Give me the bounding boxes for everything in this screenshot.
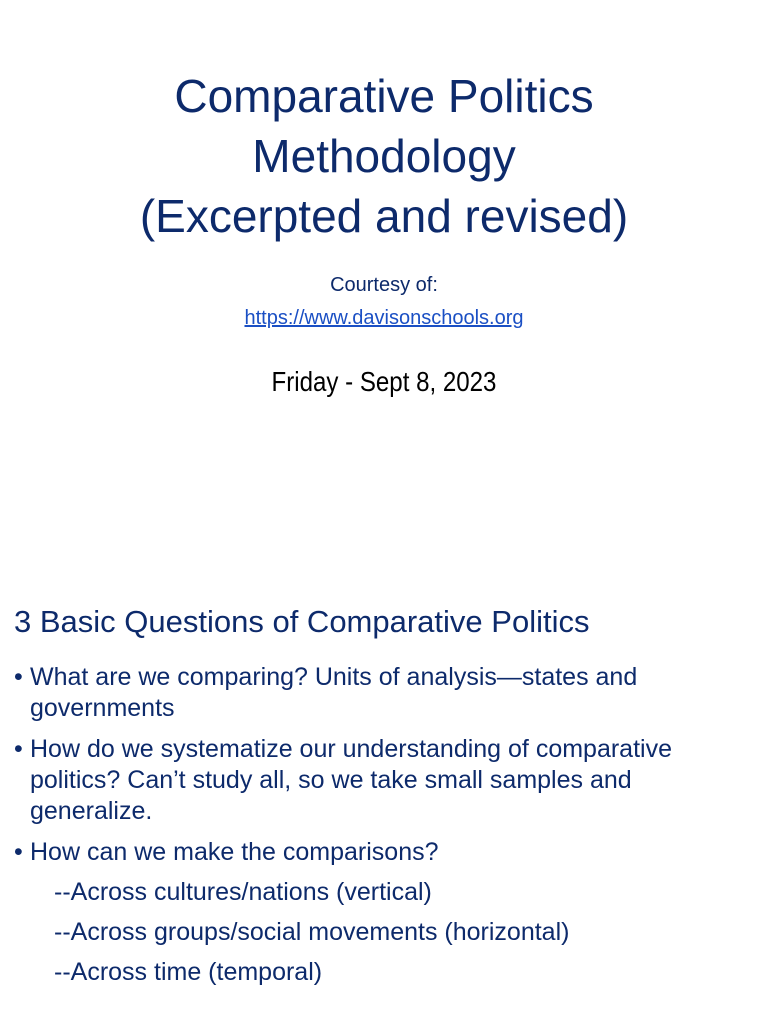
courtesy-link-wrapper xyxy=(0,305,768,331)
bullet-item xyxy=(14,837,754,988)
sub-item: --Across time (temporal) xyxy=(54,958,323,986)
bullet-list xyxy=(14,662,754,998)
slide-heading: 3 Basic Questions of Comparative Politics xyxy=(14,604,590,639)
bullet-text: How can we make the comparisons? xyxy=(30,838,439,866)
title-line: (Excerpted and revised) xyxy=(139,190,629,242)
bullet-dot-icon: • xyxy=(14,735,23,763)
courtesy-link[interactable]: https://www.davisonschools.org xyxy=(244,307,524,329)
sub-list xyxy=(30,877,754,988)
title-line: Methodology xyxy=(252,130,516,182)
bullet-item xyxy=(14,734,754,827)
bullet-dot-icon: • xyxy=(14,663,23,691)
title-line: Comparative Politics xyxy=(174,70,594,122)
bullet-dot-icon: • xyxy=(14,838,23,866)
sub-item: --Across groups/social movements (horizontal) xyxy=(54,918,570,946)
slide-date: Friday - Sept 8, 2023 xyxy=(271,366,497,397)
slide-title xyxy=(0,66,768,246)
bullet-text: What are we comparing? Units of analysis—states and governments xyxy=(30,663,638,722)
bullet-text: How do we systematize our understanding of comparative politics? Can’t study all, so we take small samples and generalize. xyxy=(30,735,672,825)
sub-item: --Across cultures/nations (vertical) xyxy=(54,878,432,906)
questions-slide xyxy=(0,512,768,1024)
bullet-item xyxy=(14,662,754,724)
courtesy-label: Courtesy of: xyxy=(330,274,438,296)
